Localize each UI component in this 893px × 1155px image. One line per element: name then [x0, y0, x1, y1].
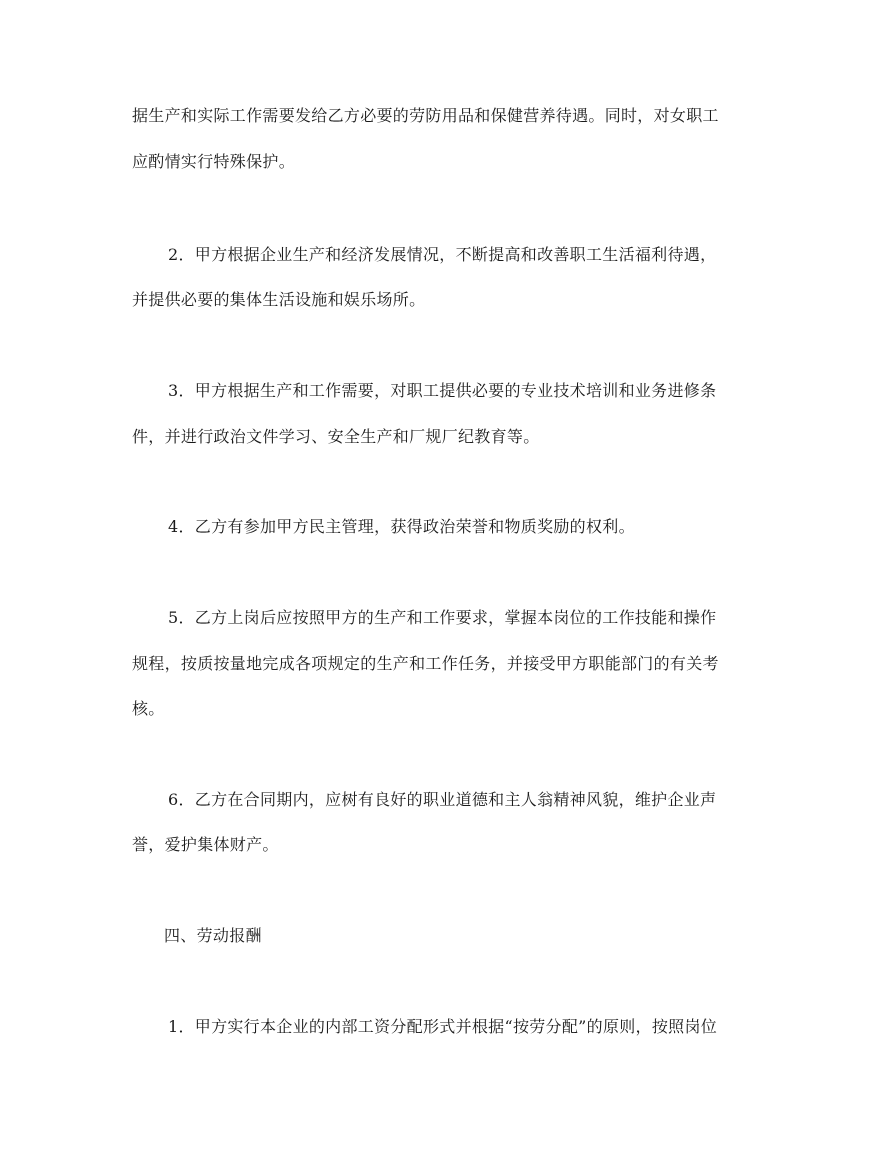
paragraph-line: 规程，按质按量地完成各项规定的生产和工作任务，并接受甲方职能部门的有关考: [132, 654, 719, 673]
paragraph-line: 2．甲方根据企业生产和经济发展情况，不断提高和改善职工生活福利待遇，: [168, 245, 717, 264]
paragraph-line: 5．乙方上岗后应按照甲方的生产和工作要求，掌握本岗位的工作技能和操作: [168, 608, 717, 627]
paragraph-line: 誉，爱护集体财产。: [132, 835, 279, 854]
paragraph-line: 1．甲方实行本企业的内部工资分配形式并根据“按劳分配”的原则，按照岗位: [168, 1017, 718, 1036]
paragraph-line: 4．乙方有参加甲方民主管理，获得政治荣誉和物质奖励的权利。: [168, 517, 635, 536]
paragraph-line: 6．乙方在合同期内，应树有良好的职业道德和主人翁精神风貌，维护企业声: [168, 790, 717, 809]
paragraph-line: 据生产和实际工作需要发给乙方必要的劳防用品和保健营养待遇。同时，对女职工: [132, 106, 719, 125]
paragraph-line: 并提供必要的集体生活设施和娱乐场所。: [132, 290, 426, 309]
paragraph-line: 应酌情实行特殊保护。: [132, 152, 296, 171]
section-heading: 四、劳动报酬: [164, 926, 262, 945]
paragraph-line: 3．甲方根据生产和工作需要，对职工提供必要的专业技术培训和业务进修条: [168, 381, 717, 400]
paragraph-line: 核。: [132, 699, 165, 718]
paragraph-line: 件，并进行政治文件学习、安全生产和厂规厂纪教育等。: [132, 427, 540, 446]
